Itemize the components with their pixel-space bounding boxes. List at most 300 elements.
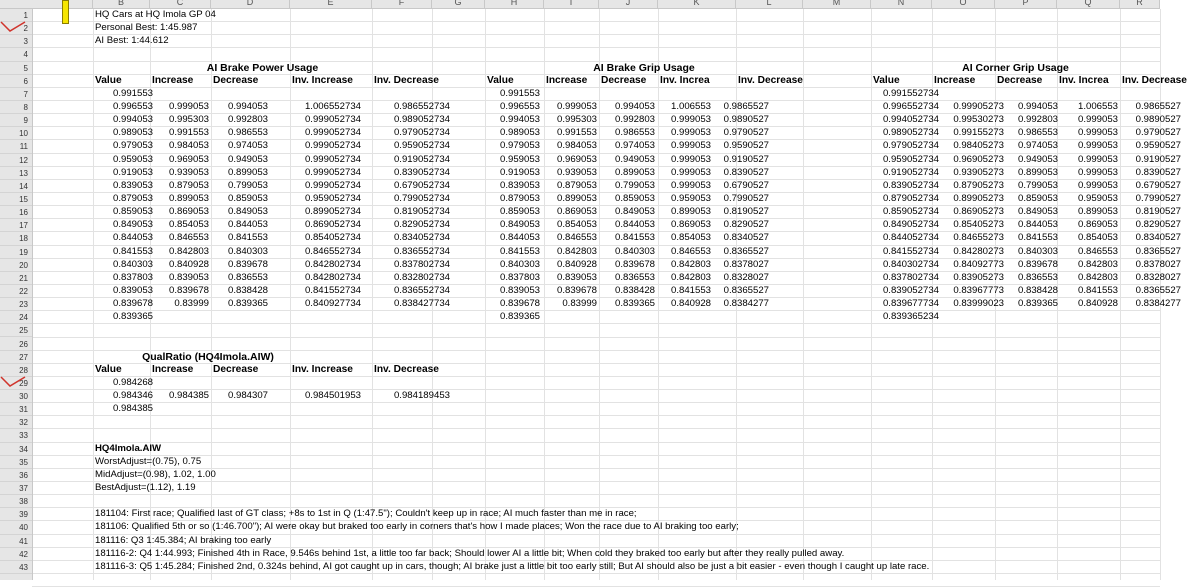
brake-grip-cell[interactable]: 0.841553 bbox=[499, 245, 540, 257]
brake-power-cell[interactable]: 0.994053 bbox=[112, 114, 153, 126]
column-header[interactable]: O bbox=[932, 0, 995, 8]
brake-power-cell[interactable]: 0.842803 bbox=[168, 245, 209, 257]
brake-power-cell[interactable]: 0.869053 bbox=[168, 206, 209, 218]
brake-power-cell[interactable]: 0.995303 bbox=[168, 114, 209, 126]
column-header[interactable]: I bbox=[544, 0, 599, 8]
row-header[interactable]: 8 bbox=[0, 101, 32, 114]
brake-grip-cell[interactable]: 0.8190527 bbox=[723, 206, 769, 218]
corner-grip-cell[interactable]: 0.986553 bbox=[1017, 127, 1058, 139]
brake-power-cell[interactable]: 0.899053 bbox=[227, 166, 268, 178]
brake-grip-cell[interactable]: 0.994053 bbox=[614, 100, 655, 112]
brake-power-cell[interactable]: 0.836553 bbox=[227, 271, 268, 283]
qual-ratio-cell[interactable]: 0.984385 bbox=[112, 403, 153, 415]
row-header[interactable]: 42 bbox=[0, 548, 32, 561]
brake-grip-cell[interactable]: 0.854053 bbox=[670, 232, 711, 244]
corner-grip-cell[interactable]: 0.8290527 bbox=[1135, 219, 1181, 231]
row-header[interactable]: 21 bbox=[0, 272, 32, 285]
corner-grip-cell[interactable]: 0.974053 bbox=[1017, 140, 1058, 152]
row-header[interactable]: 7 bbox=[0, 88, 32, 101]
brake-grip-cell[interactable]: 0.986553 bbox=[614, 127, 655, 139]
brake-power-cell[interactable]: 0.919053 bbox=[112, 166, 153, 178]
corner-grip-cell[interactable]: 0.83967773 bbox=[953, 284, 1004, 296]
brake-grip-cell[interactable]: 0.959053 bbox=[499, 153, 540, 165]
corner-grip-header[interactable]: Increase bbox=[934, 74, 976, 86]
row-header[interactable]: 28 bbox=[0, 364, 32, 377]
corner-grip-cell[interactable]: 0.9590527 bbox=[1135, 140, 1181, 152]
brake-grip-cell[interactable]: 0.839053 bbox=[499, 284, 540, 296]
brake-power-cell[interactable]: 0.989052734 bbox=[393, 114, 450, 126]
corner-grip-cell[interactable]: 0.994052734 bbox=[882, 114, 939, 126]
brake-grip-cell[interactable]: 0.919053 bbox=[499, 166, 540, 178]
brake-power-header[interactable]: Value bbox=[95, 74, 122, 86]
brake-grip-cell[interactable]: 0.8365527 bbox=[723, 284, 769, 296]
corner-grip-cell[interactable]: 0.842803 bbox=[1077, 271, 1118, 283]
corner-grip-cell[interactable]: 0.8365527 bbox=[1135, 245, 1181, 257]
corner-grip-cell[interactable]: 0.99155273 bbox=[953, 127, 1004, 139]
column-header[interactable]: H bbox=[485, 0, 544, 8]
race-note[interactable]: 181116: Q3 1:45.384; AI braking too early bbox=[95, 534, 272, 546]
corner-grip-cell[interactable]: 0.99905273 bbox=[953, 100, 1004, 112]
brake-power-cell[interactable]: 0.841553 bbox=[112, 245, 153, 257]
brake-power-cell[interactable]: 0.999052734 bbox=[304, 127, 361, 139]
brake-power-cell[interactable]: 0.838427734 bbox=[393, 298, 450, 310]
corner-grip-cell[interactable]: 0.839052734 bbox=[882, 284, 939, 296]
qual-ratio-header[interactable]: Increase bbox=[152, 363, 194, 375]
corner-grip-header[interactable]: Inv. Decrease bbox=[1122, 74, 1187, 86]
brake-power-cell[interactable]: 0.839678 bbox=[227, 258, 268, 270]
brake-power-cell[interactable]: 0.949053 bbox=[227, 153, 268, 165]
brake-grip-cell[interactable]: 0.840928 bbox=[670, 298, 711, 310]
row-header[interactable]: 43 bbox=[0, 561, 32, 574]
brake-power-cell[interactable]: 0.846552734 bbox=[304, 245, 361, 257]
brake-power-cell[interactable]: 0.999053 bbox=[168, 100, 209, 112]
corner-grip-cell[interactable]: 0.959053 bbox=[1077, 192, 1118, 204]
corner-grip-cell[interactable]: 0.838428 bbox=[1017, 284, 1058, 296]
corner-grip-cell[interactable]: 0.989052734 bbox=[882, 127, 939, 139]
brake-grip-cell[interactable]: 0.839678 bbox=[614, 258, 655, 270]
row-header[interactable]: 9 bbox=[0, 114, 32, 127]
corner-grip-header[interactable]: Value bbox=[873, 74, 900, 86]
row-header[interactable]: 40 bbox=[0, 521, 32, 534]
corner-grip-cell[interactable]: 0.840303 bbox=[1017, 245, 1058, 257]
corner-grip-cell[interactable]: 0.899053 bbox=[1017, 166, 1058, 178]
corner-grip-cell[interactable]: 0.979052734 bbox=[882, 140, 939, 152]
corner-grip-cell[interactable]: 0.6790527 bbox=[1135, 179, 1181, 191]
corner-grip-cell[interactable]: 0.8328027 bbox=[1135, 271, 1181, 283]
brake-power-cell[interactable]: 0.854052734 bbox=[304, 232, 361, 244]
brake-power-header[interactable]: Increase bbox=[152, 74, 194, 86]
corner-grip-cell[interactable]: 0.9890527 bbox=[1135, 114, 1181, 126]
brake-grip-cell[interactable]: 0.969053 bbox=[556, 153, 597, 165]
corner-grip-cell[interactable]: 0.839677734 bbox=[882, 298, 939, 310]
brake-grip-cell[interactable]: 0.9865527 bbox=[723, 100, 769, 112]
row-header[interactable]: 5 bbox=[0, 62, 32, 75]
corner-grip-cell[interactable]: 0.8365527 bbox=[1135, 284, 1181, 296]
brake-power-cell[interactable]: 0.989053 bbox=[112, 127, 153, 139]
corner-grip-header[interactable]: Inv. Increa bbox=[1059, 74, 1109, 86]
brake-power-cell[interactable]: 0.838428 bbox=[227, 284, 268, 296]
brake-grip-cell[interactable]: 0.839053 bbox=[556, 271, 597, 283]
row-header[interactable]: 41 bbox=[0, 535, 32, 548]
brake-grip-cell[interactable]: 0.846553 bbox=[556, 232, 597, 244]
brake-grip-cell[interactable]: 1.006553 bbox=[670, 100, 711, 112]
corner-grip-cell[interactable]: 0.8340527 bbox=[1135, 232, 1181, 244]
brake-grip-cell[interactable]: 0.999053 bbox=[670, 166, 711, 178]
corner-grip-cell[interactable]: 0.991552734 bbox=[882, 87, 939, 99]
corner-grip-header[interactable]: Decrease bbox=[997, 74, 1043, 86]
corner-grip-cell[interactable]: 0.999053 bbox=[1077, 127, 1118, 139]
brake-grip-cell[interactable]: 0.995303 bbox=[556, 114, 597, 126]
brake-power-cell[interactable]: 0.854053 bbox=[168, 219, 209, 231]
brake-grip-cell[interactable]: 0.8365527 bbox=[723, 245, 769, 257]
brake-power-cell[interactable]: 0.992803 bbox=[227, 114, 268, 126]
brake-power-cell[interactable]: 0.899052734 bbox=[304, 206, 361, 218]
row-header[interactable]: 24 bbox=[0, 311, 32, 324]
brake-grip-cell[interactable]: 0.879053 bbox=[499, 192, 540, 204]
column-header[interactable]: R bbox=[1120, 0, 1160, 8]
brake-grip-cell[interactable]: 0.842803 bbox=[670, 271, 711, 283]
corner-grip-cell[interactable]: 0.899053 bbox=[1077, 206, 1118, 218]
column-header[interactable]: Q bbox=[1057, 0, 1120, 8]
column-header[interactable] bbox=[0, 0, 93, 8]
brake-grip-cell[interactable]: 0.899053 bbox=[614, 166, 655, 178]
corner-grip-cell[interactable]: 0.8384277 bbox=[1135, 298, 1181, 310]
corner-grip-cell[interactable]: 0.849052734 bbox=[882, 219, 939, 231]
brake-power-cell[interactable]: 0.839053 bbox=[112, 284, 153, 296]
brake-power-cell[interactable]: 0.840303 bbox=[227, 245, 268, 257]
qual-ratio-cell[interactable]: 0.984189453 bbox=[393, 390, 450, 402]
corner-grip-cell[interactable]: 0.839365 bbox=[1017, 298, 1058, 310]
row-header[interactable]: 27 bbox=[0, 351, 32, 364]
corner-grip-cell[interactable]: 0.999053 bbox=[1077, 166, 1118, 178]
aiw-line[interactable]: MidAdjust=(0.98), 1.02, 1.00 bbox=[95, 468, 216, 480]
row-header[interactable]: 34 bbox=[0, 443, 32, 456]
corner-grip-cell[interactable]: 0.846553 bbox=[1077, 245, 1118, 257]
qual-ratio-cell[interactable]: 0.984268 bbox=[112, 376, 153, 388]
corner-grip-cell[interactable]: 0.87905273 bbox=[953, 179, 1004, 191]
brake-power-cell[interactable]: 0.839053 bbox=[168, 271, 209, 283]
brake-grip-cell[interactable]: 0.869053 bbox=[670, 219, 711, 231]
corner-grip-cell[interactable]: 0.992803 bbox=[1017, 114, 1058, 126]
brake-grip-cell[interactable]: 0.959053 bbox=[670, 192, 711, 204]
brake-grip-cell[interactable]: 0.879053 bbox=[556, 179, 597, 191]
row-header[interactable]: 16 bbox=[0, 206, 32, 219]
row-header[interactable]: 29 bbox=[0, 377, 32, 390]
brake-power-cell[interactable]: 0.869052734 bbox=[304, 219, 361, 231]
brake-power-cell[interactable]: 0.841553 bbox=[227, 232, 268, 244]
column-header[interactable]: C bbox=[150, 0, 211, 8]
row-header[interactable]: 33 bbox=[0, 429, 32, 442]
row-header[interactable]: 1 bbox=[0, 9, 32, 22]
corner-grip-cell[interactable]: 0.844053 bbox=[1017, 219, 1058, 231]
brake-grip-cell[interactable]: 0.999053 bbox=[670, 140, 711, 152]
qual-ratio-cell[interactable]: 0.984501953 bbox=[304, 390, 361, 402]
brake-power-cell[interactable]: 0.986552734 bbox=[393, 100, 450, 112]
brake-grip-cell[interactable]: 0.839678 bbox=[556, 284, 597, 296]
brake-power-cell[interactable]: 0.840303 bbox=[112, 258, 153, 270]
qual-ratio-cell[interactable]: 0.984307 bbox=[227, 390, 268, 402]
brake-grip-cell[interactable]: 0.859053 bbox=[614, 192, 655, 204]
brake-power-cell[interactable]: 0.844053 bbox=[112, 232, 153, 244]
row-header[interactable]: 10 bbox=[0, 127, 32, 140]
brake-power-cell[interactable]: 0.837802734 bbox=[393, 258, 450, 270]
brake-power-cell[interactable]: 0.879053 bbox=[168, 179, 209, 191]
qual-ratio-header[interactable]: Value bbox=[95, 363, 122, 375]
row-header[interactable]: 39 bbox=[0, 508, 32, 521]
brake-grip-cell[interactable]: 0.8378027 bbox=[723, 258, 769, 270]
brake-grip-cell[interactable]: 0.999053 bbox=[670, 153, 711, 165]
brake-grip-cell[interactable]: 0.841553 bbox=[614, 232, 655, 244]
qual-ratio-cell[interactable]: 0.984346 bbox=[112, 390, 153, 402]
brake-grip-cell[interactable]: 0.994053 bbox=[499, 114, 540, 126]
corner-grip-cell[interactable]: 0.996552734 bbox=[882, 100, 939, 112]
brake-grip-cell[interactable]: 0.839365 bbox=[614, 298, 655, 310]
brake-grip-cell[interactable]: 0.840303 bbox=[499, 258, 540, 270]
corner-grip-cell[interactable]: 0.841552734 bbox=[882, 245, 939, 257]
brake-grip-cell[interactable]: 0.992803 bbox=[614, 114, 655, 126]
brake-grip-cell[interactable]: 0.9790527 bbox=[723, 127, 769, 139]
brake-grip-header[interactable]: Increase bbox=[546, 74, 588, 86]
corner-grip-cell[interactable]: 0.9865527 bbox=[1135, 100, 1181, 112]
corner-grip-cell[interactable]: 0.839678 bbox=[1017, 258, 1058, 270]
brake-power-cell[interactable]: 0.999052734 bbox=[304, 140, 361, 152]
brake-grip-cell[interactable]: 0.984053 bbox=[556, 140, 597, 152]
corner-grip-cell[interactable]: 0.7990527 bbox=[1135, 192, 1181, 204]
corner-grip-cell[interactable]: 0.859052734 bbox=[882, 206, 939, 218]
row-header[interactable]: 36 bbox=[0, 469, 32, 482]
brake-power-cell[interactable]: 0.839365 bbox=[227, 298, 268, 310]
corner-grip-cell[interactable]: 0.841553 bbox=[1017, 232, 1058, 244]
corner-grip-cell[interactable]: 0.84092773 bbox=[953, 258, 1004, 270]
brake-power-cell[interactable]: 0.979053 bbox=[112, 140, 153, 152]
corner-grip-cell[interactable]: 0.840302734 bbox=[882, 258, 939, 270]
brake-grip-cell[interactable]: 0.991553 bbox=[499, 87, 540, 99]
row-header[interactable]: 37 bbox=[0, 482, 32, 495]
corner-grip-cell[interactable]: 0.842803 bbox=[1077, 258, 1118, 270]
brake-power-cell[interactable]: 0.986553 bbox=[227, 127, 268, 139]
brake-grip-cell[interactable]: 0.999053 bbox=[556, 100, 597, 112]
brake-grip-cell[interactable]: 0.8340527 bbox=[723, 232, 769, 244]
row-header[interactable]: 23 bbox=[0, 298, 32, 311]
brake-grip-cell[interactable]: 0.846553 bbox=[670, 245, 711, 257]
row-header[interactable]: 30 bbox=[0, 390, 32, 403]
brake-grip-cell[interactable]: 0.849053 bbox=[614, 206, 655, 218]
corner-grip-cell[interactable]: 0.8190527 bbox=[1135, 206, 1181, 218]
corner-grip-cell[interactable]: 0.959052734 bbox=[882, 153, 939, 165]
corner-grip-cell[interactable]: 0.841553 bbox=[1077, 284, 1118, 296]
corner-grip-cell[interactable]: 1.006553 bbox=[1077, 100, 1118, 112]
brake-power-cell[interactable]: 0.842802734 bbox=[304, 258, 361, 270]
brake-grip-cell[interactable]: 0.840928 bbox=[556, 258, 597, 270]
race-note[interactable]: 181104: First race; Qualified last of GT class; +8s to 1st in Q (1:47.5"); Couldn't keep up in race; AI much faster than me in race; bbox=[95, 508, 637, 520]
brake-power-cell[interactable]: 0.839678 bbox=[168, 284, 209, 296]
brake-power-cell[interactable]: 0.969053 bbox=[168, 153, 209, 165]
brake-grip-cell[interactable]: 0.8390527 bbox=[723, 166, 769, 178]
aiw-line[interactable]: WorstAdjust=(0.75), 0.75 bbox=[95, 455, 202, 467]
brake-power-cell[interactable]: 0.899053 bbox=[168, 192, 209, 204]
brake-power-cell[interactable]: 0.799052734 bbox=[393, 192, 450, 204]
corner-grip-cell[interactable]: 0.999053 bbox=[1077, 114, 1118, 126]
brake-power-cell[interactable]: 0.919052734 bbox=[393, 153, 450, 165]
brake-power-cell[interactable]: 0.832802734 bbox=[393, 271, 450, 283]
corner-grip-cell[interactable]: 0.836553 bbox=[1017, 271, 1058, 283]
row-header[interactable]: 22 bbox=[0, 285, 32, 298]
aiw-title[interactable]: HQ4Imola.AIW bbox=[95, 442, 162, 454]
brake-grip-cell[interactable]: 0.9590527 bbox=[723, 140, 769, 152]
corner-grip-cell[interactable]: 0.85405273 bbox=[953, 219, 1004, 231]
row-header[interactable]: 25 bbox=[0, 324, 32, 337]
brake-grip-cell[interactable]: 0.836553 bbox=[614, 271, 655, 283]
brake-power-cell[interactable]: 0.859053 bbox=[227, 192, 268, 204]
corner-grip-cell[interactable]: 0.83999023 bbox=[953, 298, 1004, 310]
brake-grip-cell[interactable]: 0.8384277 bbox=[723, 298, 769, 310]
row-header[interactable]: 14 bbox=[0, 180, 32, 193]
brake-power-cell[interactable]: 0.839052734 bbox=[393, 166, 450, 178]
brake-power-header[interactable]: Inv. Decrease bbox=[374, 74, 439, 86]
row-header[interactable]: 2 bbox=[0, 22, 32, 35]
brake-grip-cell[interactable]: 0.999053 bbox=[670, 114, 711, 126]
brake-grip-header[interactable]: Value bbox=[487, 74, 514, 86]
column-header[interactable]: J bbox=[599, 0, 658, 8]
brake-grip-cell[interactable]: 0.838428 bbox=[614, 284, 655, 296]
corner-grip-cell[interactable]: 0.999053 bbox=[1077, 179, 1118, 191]
brake-power-cell[interactable]: 0.984053 bbox=[168, 140, 209, 152]
qual-ratio-header[interactable]: Inv. Increase bbox=[292, 363, 353, 375]
row-header[interactable]: 38 bbox=[0, 495, 32, 508]
brake-power-cell[interactable]: 0.839053 bbox=[112, 179, 153, 191]
brake-power-cell[interactable]: 0.979052734 bbox=[393, 127, 450, 139]
brake-grip-cell[interactable]: 0.899053 bbox=[556, 192, 597, 204]
brake-power-cell[interactable]: 0.846553 bbox=[168, 232, 209, 244]
row-header[interactable]: 35 bbox=[0, 456, 32, 469]
brake-grip-cell[interactable]: 0.899053 bbox=[670, 206, 711, 218]
brake-power-cell[interactable]: 0.959053 bbox=[112, 153, 153, 165]
row-header[interactable]: 19 bbox=[0, 246, 32, 259]
corner-grip-cell[interactable]: 0.854053 bbox=[1077, 232, 1118, 244]
row-header[interactable]: 20 bbox=[0, 259, 32, 272]
row-header[interactable]: 13 bbox=[0, 167, 32, 180]
corner-grip-cell[interactable]: 0.837802734 bbox=[882, 271, 939, 283]
brake-power-cell[interactable]: 0.829052734 bbox=[393, 219, 450, 231]
ai-best[interactable]: AI Best: 1:44.612 bbox=[95, 35, 169, 47]
brake-power-cell[interactable]: 0.999052734 bbox=[304, 166, 361, 178]
column-header[interactable]: B bbox=[93, 0, 150, 8]
corner-grip-cell[interactable]: 0.84655273 bbox=[953, 232, 1004, 244]
corner-grip-cell[interactable]: 0.99530273 bbox=[953, 114, 1004, 126]
brake-power-cell[interactable]: 0.839365 bbox=[112, 311, 153, 323]
brake-grip-cell[interactable]: 0.799053 bbox=[614, 179, 655, 191]
brake-grip-cell[interactable]: 0.7990527 bbox=[723, 192, 769, 204]
brake-power-cell[interactable]: 0.849053 bbox=[227, 206, 268, 218]
column-header[interactable]: L bbox=[736, 0, 803, 8]
corner-grip-cell[interactable]: 0.799053 bbox=[1017, 179, 1058, 191]
brake-power-header[interactable]: Decrease bbox=[213, 74, 259, 86]
brake-power-header[interactable]: Inv. Increase bbox=[292, 74, 353, 86]
brake-grip-cell[interactable]: 0.839053 bbox=[499, 179, 540, 191]
brake-grip-cell[interactable]: 0.837803 bbox=[499, 271, 540, 283]
brake-power-cell[interactable]: 0.840928 bbox=[168, 258, 209, 270]
brake-grip-cell[interactable]: 0.999053 bbox=[670, 127, 711, 139]
column-header[interactable]: F bbox=[372, 0, 432, 8]
brake-grip-header[interactable]: Inv. Increa bbox=[660, 74, 710, 86]
corner-grip-cell[interactable]: 0.8378027 bbox=[1135, 258, 1181, 270]
brake-grip-cell[interactable]: 0.840303 bbox=[614, 245, 655, 257]
brake-grip-cell[interactable]: 0.844053 bbox=[499, 232, 540, 244]
brake-power-cell[interactable]: 0.839678 bbox=[112, 298, 153, 310]
brake-grip-cell[interactable]: 0.8290527 bbox=[723, 219, 769, 231]
corner-grip-cell[interactable]: 0.93905273 bbox=[953, 166, 1004, 178]
brake-power-cell[interactable]: 0.679052734 bbox=[393, 179, 450, 191]
column-header[interactable]: M bbox=[803, 0, 871, 8]
brake-grip-cell[interactable]: 0.6790527 bbox=[723, 179, 769, 191]
brake-grip-cell[interactable]: 0.842803 bbox=[670, 258, 711, 270]
brake-power-cell[interactable]: 0.959052734 bbox=[304, 192, 361, 204]
corner-grip-cell[interactable]: 0.83905273 bbox=[953, 271, 1004, 283]
brake-grip-cell[interactable]: 0.949053 bbox=[614, 153, 655, 165]
brake-power-cell[interactable]: 0.837803 bbox=[112, 271, 153, 283]
corner-grip-cell[interactable]: 0.9190527 bbox=[1135, 153, 1181, 165]
brake-power-cell[interactable]: 0.844053 bbox=[227, 219, 268, 231]
row-header[interactable]: 15 bbox=[0, 193, 32, 206]
brake-power-cell[interactable]: 0.834052734 bbox=[393, 232, 450, 244]
aiw-line[interactable]: BestAdjust=(1.12), 1.19 bbox=[95, 482, 196, 494]
brake-power-cell[interactable]: 0.859053 bbox=[112, 206, 153, 218]
corner-grip-cell[interactable]: 0.89905273 bbox=[953, 192, 1004, 204]
row-header[interactable]: 17 bbox=[0, 219, 32, 232]
brake-power-cell[interactable]: 0.819052734 bbox=[393, 206, 450, 218]
row-header[interactable]: 3 bbox=[0, 35, 32, 48]
brake-power-cell[interactable]: 0.836552734 bbox=[393, 284, 450, 296]
corner-grip-cell[interactable]: 0.879052734 bbox=[882, 192, 939, 204]
brake-grip-cell[interactable]: 0.974053 bbox=[614, 140, 655, 152]
qual-ratio-cell[interactable]: 0.984385 bbox=[168, 390, 209, 402]
corner-grip-cell[interactable]: 0.869053 bbox=[1077, 219, 1118, 231]
row-header[interactable]: 11 bbox=[0, 140, 32, 153]
brake-power-cell[interactable]: 0.994053 bbox=[227, 100, 268, 112]
corner-grip-cell[interactable]: 0.9790527 bbox=[1135, 127, 1181, 139]
brake-grip-cell[interactable]: 0.996553 bbox=[499, 100, 540, 112]
brake-grip-cell[interactable]: 0.991553 bbox=[556, 127, 597, 139]
corner-grip-cell[interactable]: 0.844052734 bbox=[882, 232, 939, 244]
corner-grip-cell[interactable]: 0.839052734 bbox=[882, 179, 939, 191]
corner-grip-cell[interactable]: 0.840928 bbox=[1077, 298, 1118, 310]
column-header[interactable]: P bbox=[995, 0, 1057, 8]
corner-grip-cell[interactable]: 0.84280273 bbox=[953, 245, 1004, 257]
column-header[interactable]: E bbox=[290, 0, 372, 8]
row-header[interactable]: 32 bbox=[0, 416, 32, 429]
brake-grip-cell[interactable]: 0.9190527 bbox=[723, 153, 769, 165]
brake-power-cell[interactable]: 0.959052734 bbox=[393, 140, 450, 152]
brake-power-cell[interactable]: 0.840927734 bbox=[304, 298, 361, 310]
column-header[interactable]: G bbox=[432, 0, 485, 8]
corner-grip-cell[interactable]: 0.8390527 bbox=[1135, 166, 1181, 178]
corner-grip-cell[interactable]: 0.98405273 bbox=[953, 140, 1004, 152]
brake-power-cell[interactable]: 0.939053 bbox=[168, 166, 209, 178]
corner-grip-cell[interactable]: 0.859053 bbox=[1017, 192, 1058, 204]
brake-grip-cell[interactable]: 0.854053 bbox=[556, 219, 597, 231]
brake-power-cell[interactable]: 0.841552734 bbox=[304, 284, 361, 296]
brake-grip-cell[interactable]: 0.939053 bbox=[556, 166, 597, 178]
qual-ratio-header[interactable]: Decrease bbox=[213, 363, 259, 375]
row-header[interactable]: 6 bbox=[0, 75, 32, 88]
race-note[interactable]: 181116-2: Q4 1:44.993; Finished 4th in Race, 9.546s behind 1st, a little too far back; Should lower AI a little bit; When cold they braked too early but after they really pulled away. bbox=[95, 547, 845, 559]
brake-power-cell[interactable]: 1.006552734 bbox=[304, 100, 361, 112]
corner-grip-cell[interactable]: 0.949053 bbox=[1017, 153, 1058, 165]
brake-grip-header[interactable]: Decrease bbox=[601, 74, 647, 86]
brake-power-cell[interactable]: 0.999052734 bbox=[304, 153, 361, 165]
brake-power-cell[interactable]: 0.999052734 bbox=[304, 179, 361, 191]
brake-grip-header[interactable]: Inv. Decrease bbox=[738, 74, 803, 86]
